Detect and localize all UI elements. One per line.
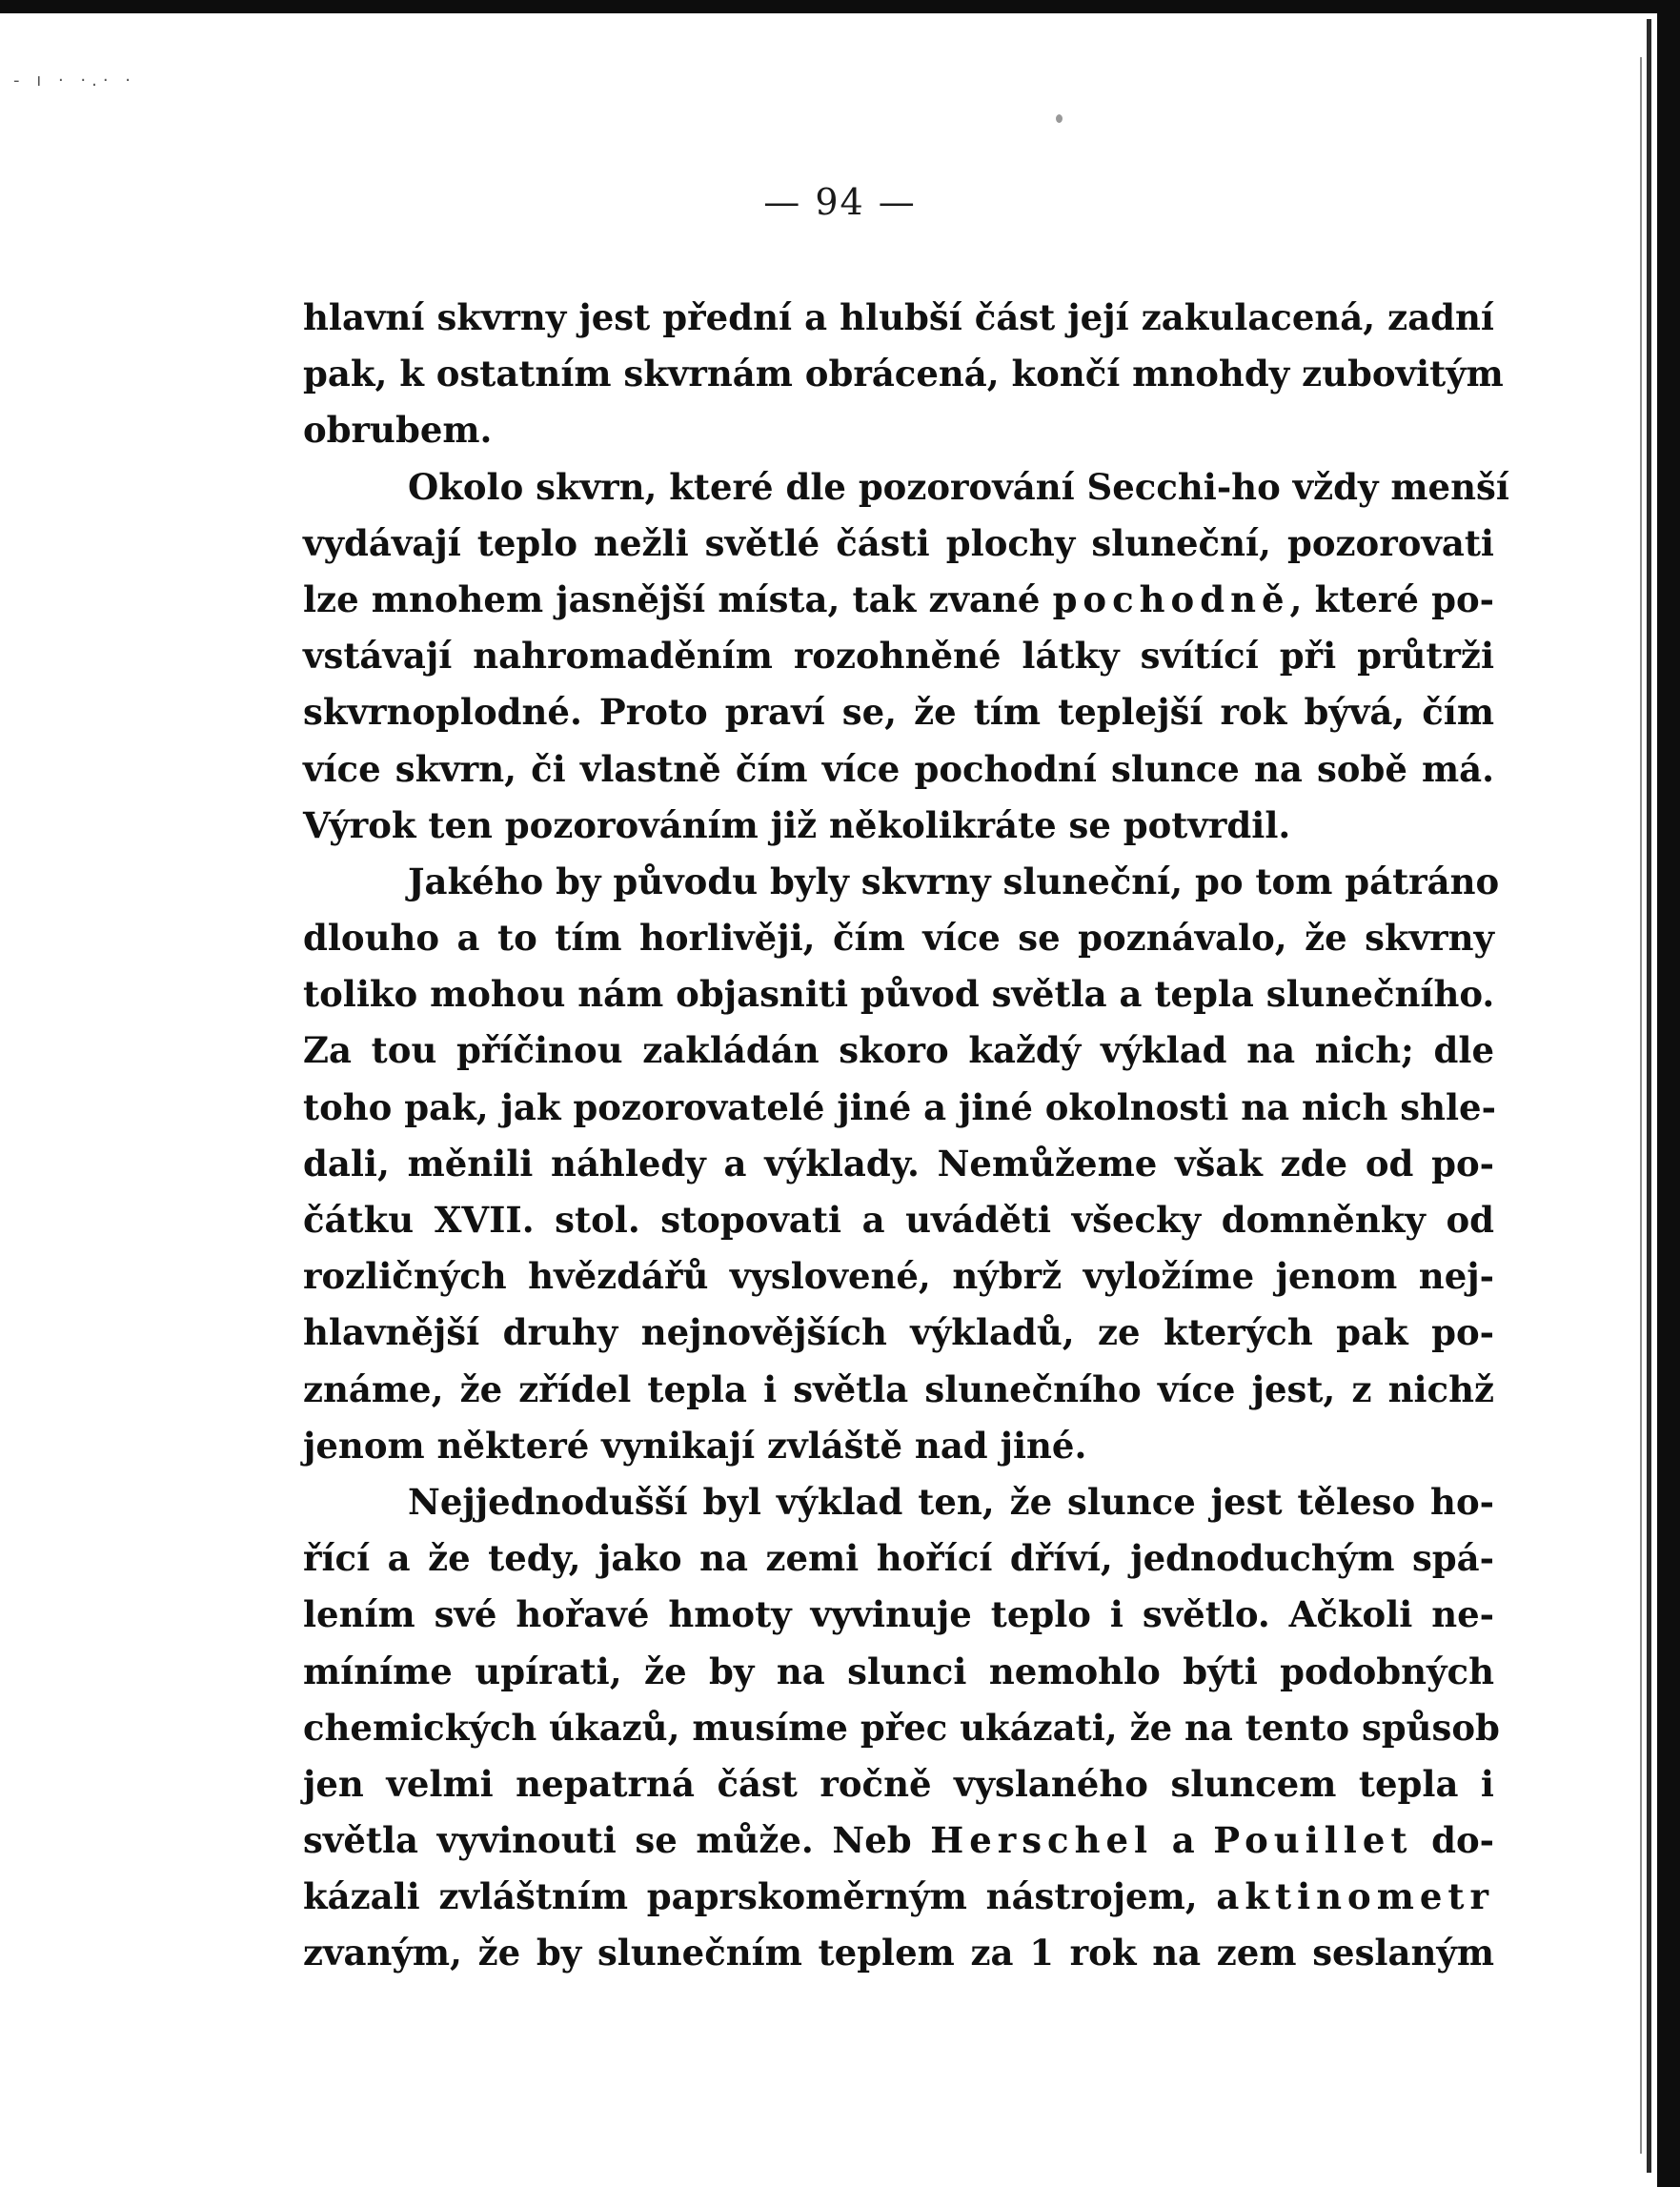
- text-segment: , které po-: [1289, 577, 1495, 620]
- text-segment: a: [1153, 1819, 1214, 1862]
- paragraph-start-line: Jakého by původu byly skvrny sluneční, po tom pátráno: [408, 860, 1500, 902]
- paragraph-start-line: Okolo skvrn, které dle pozorování Secchi-ho vždy menší: [408, 465, 1509, 508]
- text-line: řící a že tedy, jako na zemi hořící dříví, jednoduchým spá-: [303, 1537, 1494, 1580]
- emphasized-term: aktinometr: [1216, 1875, 1494, 1918]
- text-line: jenom některé vynikají zvláště nad jiné.: [303, 1424, 1087, 1467]
- ink-speck: [1056, 114, 1063, 123]
- text-line: čátku XVII. stol. stopovati a uváděti všecky domněnky od: [303, 1199, 1494, 1241]
- emphasized-name: Herschel: [930, 1819, 1154, 1862]
- text-line: míníme upírati, že by na slunci nemohlo býti podobných: [303, 1650, 1494, 1692]
- text-line: zvaným, že by slunečním teplem za 1 rok na zem seslaným: [303, 1932, 1494, 1974]
- text-line: Výrok ten pozorováním již několikráte se potvrdil.: [303, 803, 1291, 846]
- text-line: známe, že zřídel tepla i světla slunečního více jest, z nichž: [303, 1367, 1494, 1410]
- page-edge: [1647, 19, 1651, 2173]
- emphasized-name: Pouillet: [1213, 1819, 1413, 1862]
- text-line: dali, měnili náhledy a výklady. Nemůžeme však zde od po-: [303, 1142, 1494, 1185]
- text-line: [303, 1869, 1494, 1925]
- text-line: pak, k ostatním skvrnám obrácená, končí mnohdy zubovitým: [303, 353, 1504, 395]
- text-line: jen velmi nepatrná část ročně vyslaného sluncem tepla i: [303, 1762, 1494, 1805]
- text-line: toliko mohou nám objasniti původ světla a tepla slunečního.: [303, 973, 1495, 1016]
- text-line: [303, 572, 1494, 628]
- page-number: — 94 —: [763, 181, 917, 223]
- paragraph-start-line: Nejjednodušší byl výklad ten, že slunce jest těleso ho-: [408, 1480, 1494, 1523]
- text-line: dlouho a to tím horlivěji, čím více se poznávalo, že skvrny: [303, 917, 1494, 960]
- text-line: vydávají teplo nežli světlé části plochy sluneční, pozorovati: [303, 521, 1494, 564]
- text-line: skvrnoplodné. Proto praví se, že tím teplejší rok bývá, čím: [303, 691, 1494, 734]
- text-line: Za tou příčinou zakládán skoro každý výklad na nich; dle: [303, 1029, 1494, 1072]
- text-line: rozličných hvězdářů vyslovené, nýbrž vyložíme jenom nej-: [303, 1255, 1494, 1298]
- text-line: hlavnější druhy nejnovějších výkladů, ze kterých pak po-: [303, 1311, 1494, 1354]
- text-line: vstávají nahromaděním rozohněné látky svítící při průtrži: [303, 635, 1494, 678]
- scan-border-top: [0, 0, 1680, 13]
- page-edge-shadow: [1640, 57, 1642, 2154]
- text-line: lením své hořavé hmoty vyvinuje teplo i světlo. Ačkoli ne-: [303, 1593, 1494, 1636]
- text-line: toho pak, jak pozorovatelé jiné a jiné okolnosti na nich shle-: [303, 1085, 1496, 1128]
- text-line: chemických úkazů, musíme přec ukázati, že na tento spůsob: [303, 1706, 1500, 1749]
- text-line: obrubem.: [303, 409, 493, 452]
- text-line: hlavní skvrny jest přední a hlubší část její zakulacená, zadní: [303, 296, 1494, 338]
- text-segment: kázali zvláštním paprskoměrným nástrojem,: [303, 1875, 1217, 1918]
- text-segment: lze mnohem jasnější místa, tak zvané: [303, 577, 1053, 620]
- text-segment: světla vyvinouti se může. Neb: [303, 1819, 931, 1862]
- text-segment: do-: [1412, 1819, 1494, 1862]
- emphasized-term: pochodně: [1052, 577, 1290, 620]
- text-line: [303, 1812, 1494, 1869]
- text-line: více skvrn, či vlastně čím více pochodní slunce na sobě má.: [303, 747, 1494, 790]
- scan-border-right: [1657, 0, 1680, 2187]
- body-text: [303, 290, 1509, 1982]
- margin-marks: - ı · ·.· ·: [13, 71, 136, 91]
